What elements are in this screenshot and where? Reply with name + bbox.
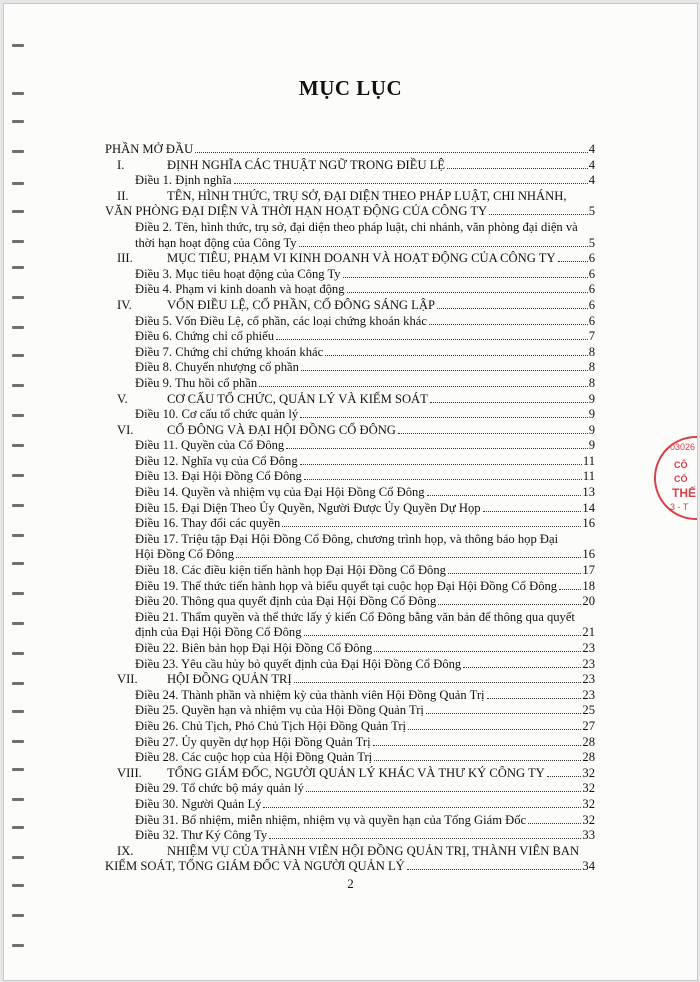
binder-hole-mark [12,150,24,153]
toc-dot-leader [438,604,581,605]
toc-section-number: IX. [117,843,134,858]
toc-entry-label: Điều 11. Quyền của Cổ Đông [135,438,285,453]
toc-entry[interactable] [105,329,595,345]
toc-page-number: 17 [582,563,595,578]
toc-dot-leader [301,370,588,371]
binder-hole-mark [12,622,24,625]
binder-hole-mark [12,682,24,685]
toc-entry-label: Điều 19. Thể thức tiến hành họp và biểu quyết tại cuộc họp Đại Hội Đồng Cổ Đông [135,578,558,593]
binder-hole-mark [12,120,24,123]
toc-entry-label: Điều 31. Bổ nhiệm, miễn nhiệm, nhiệm vụ và quyền hạn của Tổng Giám Đốc [135,812,527,827]
toc-dot-leader [234,183,588,184]
stamp-text: 3 - T [670,502,689,512]
toc-dot-leader [294,682,582,683]
toc-page-number: 6 [588,313,595,328]
toc-page-number: 28 [582,750,595,765]
toc-page-number: 20 [582,594,595,609]
toc-page-number: 11 [582,469,595,484]
toc-section-number: IV. [117,297,132,312]
toc-entry-label: Điều 29. Tổ chức bộ máy quản lý [135,781,304,796]
toc-entry-label: Điều 25. Quyền hạn và nhiệm vụ của Hội Đồng Quản Trị [135,703,424,718]
toc-dot-leader [448,573,581,574]
toc-entry[interactable] [105,594,595,610]
binder-hole-mark [12,444,24,447]
toc-dot-leader [528,823,581,824]
toc-entry[interactable] [105,158,595,174]
toc-entry[interactable] [105,750,595,766]
toc-entry-label: Điều 3. Mục tiêu hoạt động của Công Ty [135,266,341,281]
toc-page-number: 9 [588,407,595,422]
toc-entry-label: Điều 32. Thư Ký Công Ty [135,828,268,843]
toc-entry[interactable] [105,469,595,485]
toc-dot-leader [427,495,582,496]
toc-entry[interactable] [105,828,595,844]
toc-page-number: 6 [588,266,595,281]
toc-entry-label: Điều 14. Quyền và nhiệm vụ của Đại Hội Đồng Cổ Đông [135,485,425,500]
toc-page-number: 32 [582,796,595,811]
toc-entry[interactable] [105,423,595,439]
toc-page-number: 6 [588,251,595,266]
toc-dot-leader [306,791,582,792]
toc-page-number: 4 [588,173,595,188]
toc-entry[interactable] [105,735,595,751]
toc-section-number: VII. [117,672,138,687]
toc-dot-leader [343,277,588,278]
binder-hole-mark [12,44,24,47]
toc-entry-label: Điều 18. Các điều kiện tiến hành họp Đại Hội Đồng Cổ Đông [135,563,446,578]
toc-dot-leader [437,308,588,309]
toc-page-number: 32 [582,765,595,780]
toc-entry-label: PHẦN MỞ ĐẦU [105,142,194,156]
toc-entry-label: Điều 28. Các cuộc họp của Hội Đồng Quản Trị [135,750,373,765]
toc-dot-leader [259,386,588,387]
toc-entry-label: Điều 30. Người Quản Lý [135,796,262,811]
toc-entry[interactable] [105,703,595,719]
toc-entry[interactable] [105,314,595,330]
toc-entry[interactable] [105,345,595,361]
toc-entry-label: Điều 5. Vốn Điều Lệ, cổ phần, các loại chứng khoán khác [135,313,427,328]
stamp-text: CÔ [674,460,688,470]
toc-entry[interactable] [105,360,595,376]
toc-page-number: 8 [588,344,595,359]
toc-entry-label: Điều 24. Thành phần và nhiệm kỳ của thành viên Hội Đồng Quản Trị [135,687,485,702]
toc-dot-leader [426,713,581,714]
toc-dot-leader [263,807,581,808]
toc-entry-label: CỔ ĐÔNG VÀ ĐẠI HỘI ĐỒNG CỔ ĐÔNG [167,422,396,437]
table-of-contents [105,142,595,875]
toc-entry-label: KIỂM SOÁT, TỔNG GIÁM ĐỐC VÀ NGƯỜI QUẢN LÝ [105,859,405,874]
toc-entry[interactable] [105,672,595,688]
toc-entry-label: TÊN, HÌNH THỨC, TRỤ SỞ, ĐẠI DIỆN THEO PHÁP LUẬT, CHI NHÁNH, [167,188,567,203]
toc-entry-label: ĐỊNH NGHĨA CÁC THUẬT NGỮ TRONG ĐIỀU LỆ [167,157,446,172]
toc-page-number: 18 [582,578,595,593]
toc-entry[interactable] [105,189,595,220]
binder-hole-mark [12,504,24,507]
toc-page-number: 8 [588,375,595,390]
toc-dot-leader [463,667,581,668]
toc-entry[interactable] [105,173,595,189]
toc-page-number: 23 [582,687,595,702]
toc-entry-label: Điều 6. Chứng chỉ cổ phiếu [135,329,275,344]
binder-hole-mark [12,474,24,477]
toc-entry[interactable] [105,563,595,579]
toc-dot-leader [304,635,582,636]
toc-page-number: 9 [588,391,595,406]
toc-entry-label: Điều 27. Ủy quyền dự họp Hội Đồng Quản Trị [135,734,371,749]
toc-dot-leader [374,651,581,652]
toc-page-number: 6 [588,282,595,297]
page-title: MỤC LỤC [298,76,403,100]
toc-entry-label: Điều 17. Triệu tập Đại Hội Đồng Cổ Đông, chương trình họp, và thông báo họp Đại [135,531,559,546]
toc-page-number: 23 [582,656,595,671]
stamp-text: 03026 [670,442,696,452]
toc-dot-leader [325,355,588,356]
toc-entry[interactable] [105,641,595,657]
toc-dot-leader [489,214,588,215]
toc-page-number: 21 [582,625,595,640]
toc-entry-label: Điều 26. Chủ Tịch, Phó Chủ Tịch Hội Đồng Quản Trị [135,718,407,733]
stamp-text: CỔ [674,474,688,484]
toc-dot-leader [547,776,582,777]
toc-entry-label: VĂN PHÒNG ĐẠI DIỆN VÀ THỜI HẠN HOẠT ĐỘNG CỦA CÔNG TY [105,204,488,219]
toc-section-number: II. [117,188,129,203]
toc-page-number: 23 [582,672,595,687]
toc-entry-label: thời hạn hoạt động của Công Ty [135,235,297,250]
toc-page-number: 9 [588,422,595,437]
toc-dot-leader [483,511,582,512]
binder-hole-mark [12,266,24,269]
toc-dot-leader [558,261,588,262]
toc-page-number: 16 [582,516,595,531]
toc-dot-leader [447,168,588,169]
binder-hole-mark [12,534,24,537]
toc-entry[interactable] [105,813,595,829]
red-seal-stamp [654,436,698,520]
toc-page-number: 33 [582,828,595,843]
toc-entry[interactable] [105,267,595,283]
binder-hole-mark [12,414,24,417]
toc-dot-leader [407,869,582,870]
toc-entry-label: Điều 20. Thông qua quyết định của Đại Hội Đồng Cổ Đông [135,594,437,609]
toc-entry[interactable] [105,657,595,673]
toc-page-number: 5 [588,235,595,250]
binder-hole-mark [12,182,24,185]
toc-page-number: 14 [582,500,595,515]
toc-section-number: VI. [117,422,134,437]
toc-entry[interactable] [105,844,595,875]
toc-page-number: 4 [588,142,595,156]
toc-dot-leader [276,339,588,340]
binder-hole-mark [12,768,24,771]
toc-dot-leader [487,698,582,699]
toc-dot-leader [304,479,582,480]
toc-dot-leader [430,402,588,403]
toc-entry-label: Điều 12. Nghĩa vụ của Cổ Đông [135,453,298,468]
toc-dot-leader [398,433,588,434]
binder-hole-mark [12,944,24,947]
toc-dot-leader [300,464,582,465]
toc-entry-label: HỘI ĐỒNG QUẢN TRỊ [167,672,292,687]
toc-entry[interactable] [105,407,595,423]
toc-page-number: 25 [582,703,595,718]
toc-entry[interactable] [105,392,595,408]
toc-entry-label: NHIỆM VỤ CỦA THÀNH VIÊN HỘI ĐỒNG QUẢN TRỊ, THÀNH VIÊN BAN [167,843,580,858]
toc-entry[interactable] [105,781,595,797]
toc-entry-label: Điều 10. Cơ cấu tổ chức quản lý [135,407,299,422]
binder-margin [4,4,32,980]
toc-section-number: V. [117,391,128,406]
toc-entry-label: Điều 16. Thay đổi các quyền [135,516,281,531]
toc-entry-label: Điều 15. Đại Diện Theo Ủy Quyền, Người Được Ủy Quyền Dự Họp [135,500,481,515]
toc-entry-label: MỤC TIÊU, PHẠM VI KINH DOANH VÀ HOẠT ĐỘNG CỦA CÔNG TY [167,251,556,266]
binder-hole-mark [12,798,24,801]
toc-page-number: 6 [588,297,595,312]
toc-page-number: 8 [588,360,595,375]
binder-hole-mark [12,710,24,713]
binder-hole-mark [12,296,24,299]
toc-entry-label: Điều 21. Thẩm quyền và thể thức lấy ý kiến Cổ Đông bằng văn bản để thông qua quyết [135,609,575,624]
toc-entry[interactable] [105,282,595,298]
toc-entry[interactable] [105,516,595,532]
toc-page-number: 13 [582,485,595,500]
toc-page-number: 27 [582,718,595,733]
binder-hole-mark [12,826,24,829]
toc-entry-label: Điều 9. Thu hồi cổ phần [135,375,258,390]
toc-entry-label: Điều 8. Chuyển nhượng cổ phần [135,360,299,375]
toc-dot-leader [269,838,581,839]
stamp-text: THẾ [672,486,696,500]
toc-entry[interactable] [105,688,595,704]
toc-entry[interactable] [105,610,595,641]
toc-dot-leader [373,745,582,746]
document-page [3,3,698,981]
toc-dot-leader [299,246,588,247]
toc-entry[interactable] [105,485,595,501]
toc-entry-label: Điều 23. Yêu cầu hủy bỏ quyết định của Đại Hội Đồng Cổ Đông [135,656,462,671]
toc-entry[interactable] [105,438,595,454]
toc-section-number: I. [117,157,125,172]
toc-entry-label: định của Đại Hội Đồng Cổ Đông [135,625,302,640]
toc-dot-leader [282,526,581,527]
toc-page-number: 32 [582,812,595,827]
toc-entry-label: TỔNG GIÁM ĐỐC, NGƯỜI QUẢN LÝ KHÁC VÀ THƯ KÝ CÔNG TY [167,765,545,780]
toc-dot-leader [236,557,581,558]
binder-hole-mark [12,210,24,213]
toc-dot-leader [374,760,581,761]
toc-page-number: 9 [588,438,595,453]
page-number: 2 [347,876,354,891]
binder-hole-mark [12,326,24,329]
toc-entry[interactable] [105,719,595,735]
toc-dot-leader [300,417,588,418]
binder-hole-mark [12,856,24,859]
toc-page-number: 23 [582,641,595,655]
binder-hole-mark [12,592,24,595]
toc-entry-label: Hội Đồng Cổ Đông [135,547,235,562]
binder-hole-mark [12,740,24,743]
toc-page-number: 28 [582,734,595,749]
toc-entry[interactable] [105,797,595,813]
toc-entry-label: VỐN ĐIỀU LỆ, CỔ PHẦN, CỔ ĐÔNG SÁNG LẬP [167,297,435,312]
toc-dot-leader [195,152,588,153]
toc-entry[interactable] [105,532,595,563]
toc-entry[interactable] [105,220,595,251]
binder-hole-mark [12,384,24,387]
toc-page-number: 7 [588,329,595,344]
toc-dot-leader [286,448,587,449]
toc-entry[interactable] [105,251,595,267]
toc-entry-label: Điều 22. Biên bản họp Đại Hội Đồng Cổ Đông [135,641,373,655]
toc-page-number: 34 [582,859,595,874]
toc-entry[interactable] [105,376,595,392]
toc-entry[interactable] [105,766,595,782]
toc-page-number: 16 [582,547,595,562]
toc-entry[interactable] [105,454,595,470]
toc-entry[interactable] [105,298,595,314]
binder-hole-mark [12,354,24,357]
toc-entry[interactable] [105,142,595,158]
toc-entry[interactable] [105,579,595,595]
toc-page-number: 4 [588,157,595,172]
toc-page-number: 32 [582,781,595,796]
toc-entry-label: Điều 4. Phạm vi kinh doanh và hoạt động [135,282,345,297]
toc-dot-leader [347,292,588,293]
toc-dot-leader [429,324,588,325]
toc-dot-leader [408,729,581,730]
binder-hole-mark [12,914,24,917]
toc-dot-leader [559,589,581,590]
toc-entry-label: Điều 7. Chứng chỉ chứng khoán khác [135,344,324,359]
toc-entry-label: Điều 1. Định nghĩa [135,173,232,188]
toc-entry[interactable] [105,501,595,517]
binder-hole-mark [12,562,24,565]
toc-entry-label: Điều 2. Tên, hình thức, trụ sở, đại diện theo pháp luật, chi nhánh, văn phòng đại diện và [135,219,578,234]
toc-entry-label: CƠ CẤU TỔ CHỨC, QUẢN LÝ VÀ KIỂM SOÁT [167,391,428,406]
toc-entry-label: Điều 13. Đại Hội Đồng Cổ Đông [135,469,302,484]
toc-section-number: III. [117,251,133,266]
binder-hole-mark [12,240,24,243]
toc-page-number: 5 [588,204,595,219]
binder-hole-mark [12,652,24,655]
toc-section-number: VIII. [117,765,142,780]
toc-page-number: 11 [582,453,595,468]
